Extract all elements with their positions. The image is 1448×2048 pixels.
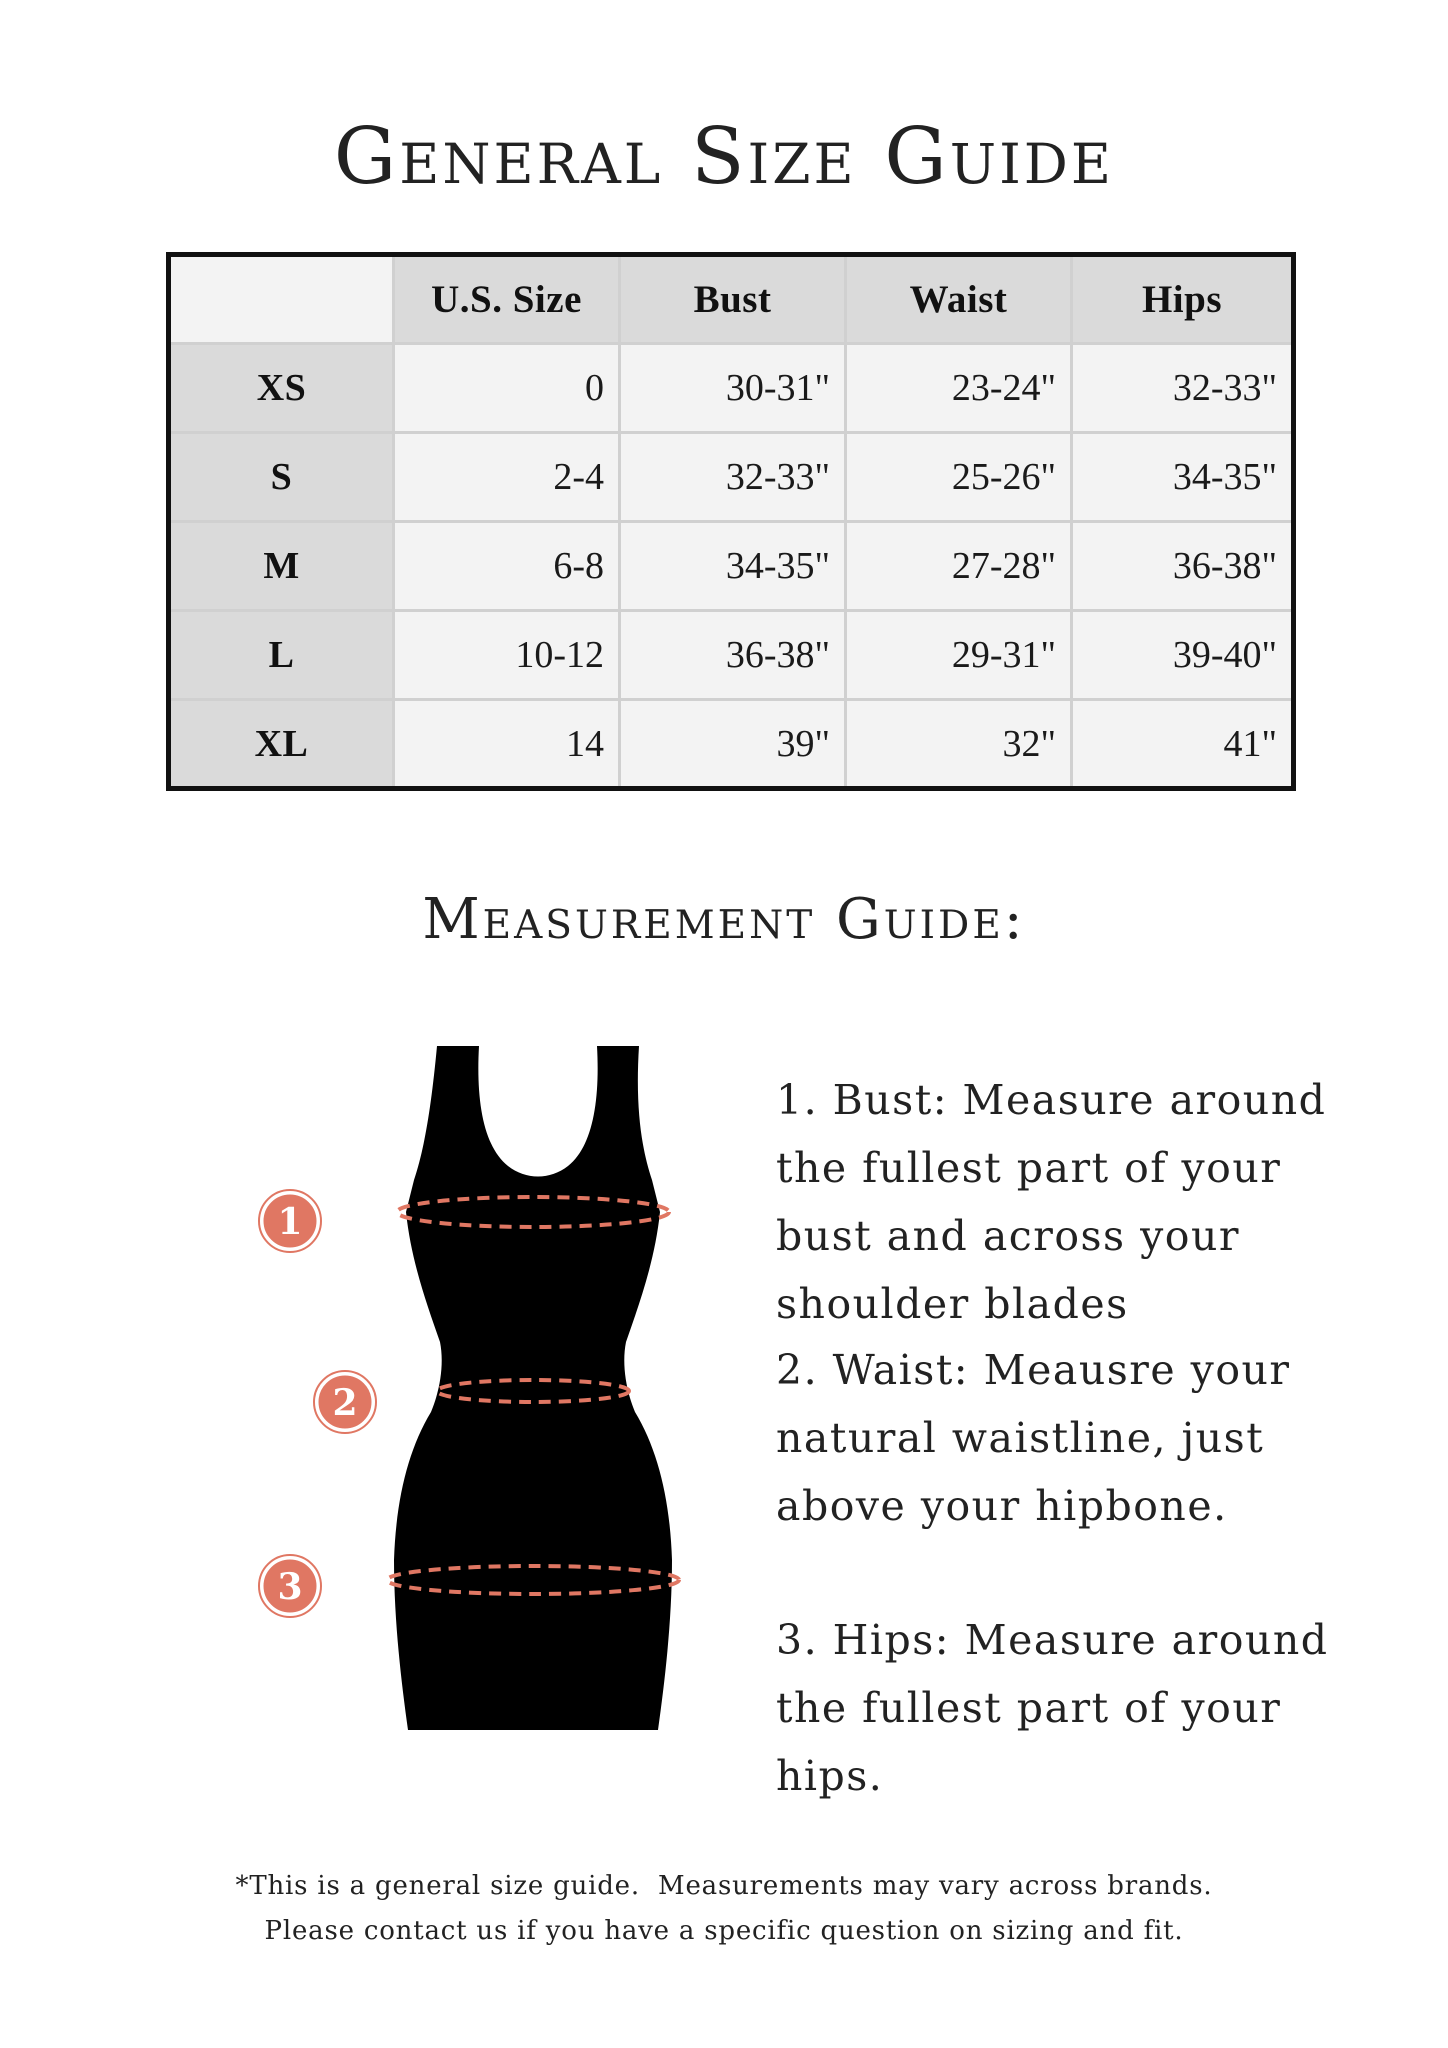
marker-3 <box>259 1555 321 1617</box>
header-hips: Hips <box>1072 255 1294 344</box>
size-table <box>166 252 1296 791</box>
table-row <box>169 611 1294 700</box>
header-bust: Bust <box>620 255 846 344</box>
marker-3-label: 3 <box>277 1566 303 1608</box>
size-label: XS <box>169 344 394 433</box>
table-row <box>169 522 1294 611</box>
hips-instruction: 3. Hips: Measure around the fullest part of your hips. <box>776 1616 1329 1800</box>
size-label: XL <box>169 700 394 789</box>
footnote-line-1: *This is a general size guide. Measurements may vary across brands. <box>235 1871 1213 1901</box>
bust-instruction: 1. Bust: Measure around the fullest part of your bust and across your shoulder blades <box>776 1076 1327 1328</box>
bust-cell: 34-35" <box>620 522 846 611</box>
hips-cell: 39-40" <box>1072 611 1294 700</box>
table-row <box>169 433 1294 522</box>
us-size-cell: 10-12 <box>394 611 620 700</box>
waist-instruction: 2. Waist: Meausre your natural waistline, just above your hipbone. <box>776 1346 1291 1530</box>
waist-cell: 23-24" <box>846 344 1072 433</box>
us-size-cell: 14 <box>394 700 620 789</box>
bust-cell: 32-33" <box>620 433 846 522</box>
bust-cell: 36-38" <box>620 611 846 700</box>
size-label: L <box>169 611 394 700</box>
hips-cell: 34-35" <box>1072 433 1294 522</box>
us-size-cell: 6-8 <box>394 522 620 611</box>
table-row <box>169 700 1294 789</box>
marker-1-label: 1 <box>277 1201 303 1243</box>
footnote-line-2: Please contact us if you have a specific question on sizing and fit. <box>264 1916 1184 1946</box>
bust-cell: 39" <box>620 700 846 789</box>
header-waist: Waist <box>846 255 1072 344</box>
us-size-cell: 0 <box>394 344 620 433</box>
marker-2-label: 2 <box>332 1382 358 1424</box>
us-size-cell: 2-4 <box>394 433 620 522</box>
table-corner-cell <box>169 255 394 344</box>
footnote <box>0 1864 1448 1954</box>
marker-2 <box>314 1371 376 1433</box>
waist-cell: 27-28" <box>846 522 1072 611</box>
bust-cell: 30-31" <box>620 344 846 433</box>
size-label: S <box>169 433 394 522</box>
waist-cell: 29-31" <box>846 611 1072 700</box>
waist-cell: 32" <box>846 700 1072 789</box>
size-label: M <box>169 522 394 611</box>
header-us-size: U.S. Size <box>394 255 620 344</box>
measurement-guide-title: Measurement Guide: <box>422 887 1026 952</box>
table-row <box>169 344 1294 433</box>
hips-cell: 41" <box>1072 700 1294 789</box>
waist-cell: 25-26" <box>846 433 1072 522</box>
table-header-row <box>169 255 1294 344</box>
page-title: General Size Guide <box>333 112 1115 202</box>
marker-1 <box>259 1190 321 1252</box>
dress-illustration <box>250 1040 700 1740</box>
hips-cell: 36-38" <box>1072 522 1294 611</box>
dress-silhouette <box>394 1046 672 1730</box>
hips-cell: 32-33" <box>1072 344 1294 433</box>
